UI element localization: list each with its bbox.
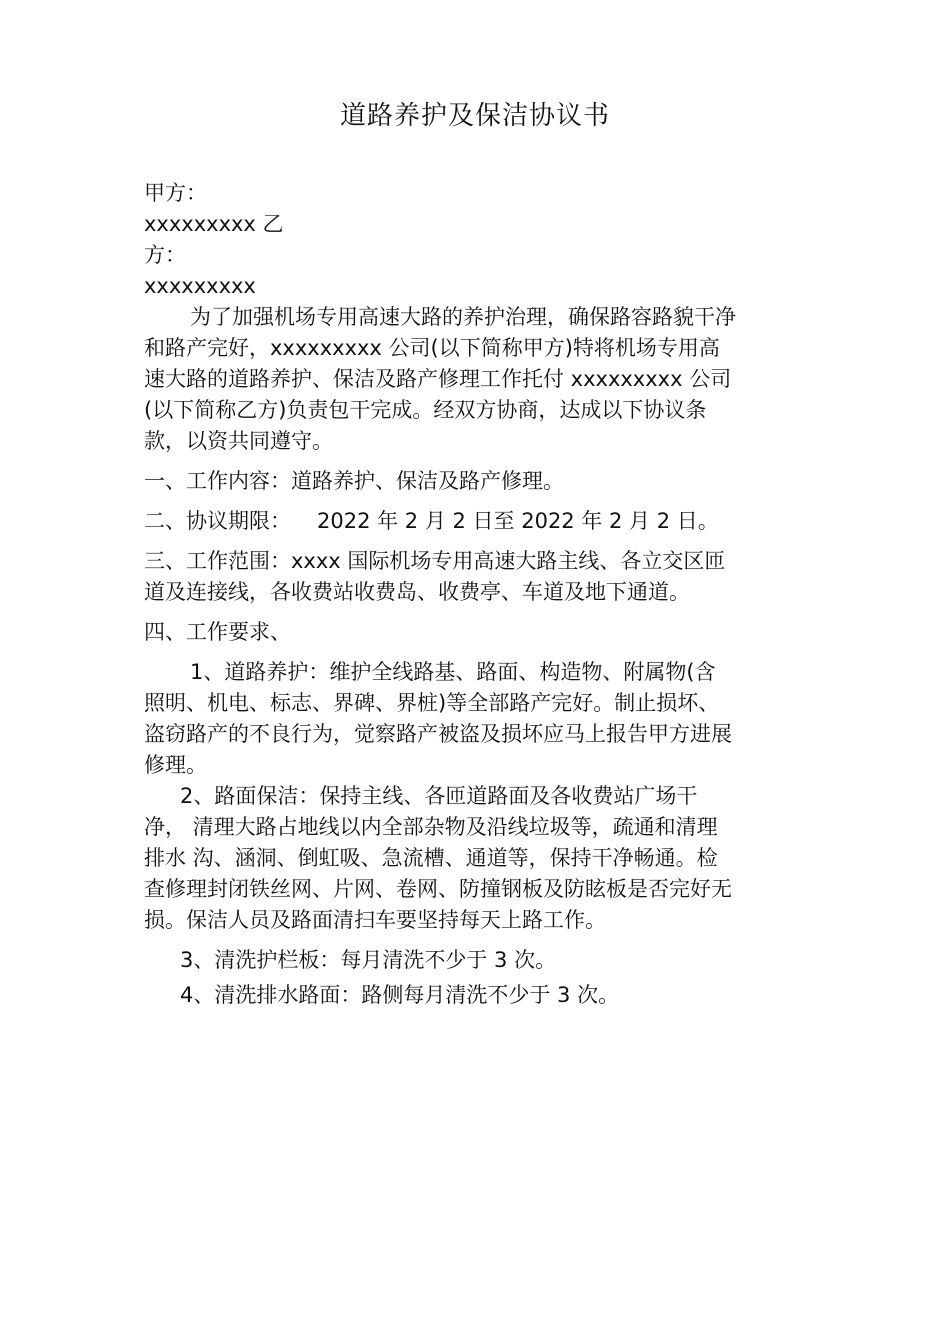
document-body bbox=[144, 178, 824, 1011]
spacer bbox=[144, 537, 824, 546]
item-road-cleaning-line: 损。保洁人员及路面清扫车要坚持每天上路工作。 bbox=[144, 908, 606, 932]
intro-line: 速大路的道路养护、保洁及路产修理工作托付 xxxxxxxxx 公司 bbox=[144, 367, 732, 391]
item-road-maintenance-line: 盗窃路产的不良行为，觉察路产被盗及损坏应马上报告甲方进展 bbox=[144, 722, 732, 746]
item-road-maintenance-line: 1、道路养护：维护全线路基、路面、构造物、附属物(含 bbox=[190, 660, 716, 684]
party-b-label: 方： bbox=[144, 243, 186, 267]
intro-line: 为了加强机场专用高速大路的养护治理，确保路容路貌干净 bbox=[190, 305, 736, 329]
intro-line: 款，以资共同遵守。 bbox=[144, 429, 333, 453]
item-road-maintenance-line: 照明、机电、标志、界碑、界桩)等全部路产完好。制止损坏、 bbox=[144, 691, 720, 715]
section-period-value: 2022 年 2 月 2 日至 2022 年 2 月 2 日。 bbox=[317, 509, 719, 533]
section-period-label: 二、协议期限： bbox=[144, 509, 291, 533]
item-road-cleaning-line: 查修理封闭铁丝网、片网、卷网、防撞钢板及防眩板是否完好无 bbox=[144, 877, 732, 901]
section-work-scope-line: 道及连接线，各收费站收费岛、收费亭、车道及地下通道。 bbox=[144, 580, 690, 604]
item-road-cleaning-line: 净， 清理大路占地线以内全部杂物及沿线垃圾等，疏通和清理 bbox=[144, 815, 718, 839]
item-road-cleaning-line: 排水 沟、涵洞、倒虹吸、急流槽、通道等，保持干净畅通。检 bbox=[144, 846, 718, 870]
intro-line: (以下简称乙方)负责包干完成。经双方协商，达成以下协议条 bbox=[144, 398, 707, 422]
item-drainage-cleaning: 4、清洗排水路面：路侧每月清洗不少于 3 次。 bbox=[180, 983, 620, 1007]
spacer bbox=[144, 457, 824, 466]
party-a-name: xxxxxxxxx 乙 bbox=[144, 212, 284, 236]
item-road-cleaning-line: 2、路面保洁：保持主线、各匝道路面及各收费站广场干 bbox=[180, 784, 698, 808]
spacer bbox=[144, 648, 824, 657]
intro-line: 和路产完好，xxxxxxxxx 公司(以下简称甲方)特将机场专用高 bbox=[144, 336, 720, 360]
section-agreement-period bbox=[144, 506, 824, 537]
document-title: 道路养护及保洁协议书 bbox=[339, 101, 610, 131]
party-b-name: xxxxxxxxx bbox=[144, 274, 256, 298]
section-work-scope-line: 三、工作范围：xxxx 国际机场专用高速大路主线、各立交区匝 bbox=[144, 549, 726, 573]
spacer bbox=[144, 936, 824, 945]
item-road-maintenance-line: 修理。 bbox=[144, 753, 207, 777]
party-a-label: 甲方： bbox=[144, 181, 207, 205]
section-work-content: 一、工作内容：道路养护、保洁及路产修理。 bbox=[144, 469, 564, 493]
section-work-requirements: 四、工作要求、 bbox=[144, 620, 291, 644]
item-guardrail-cleaning: 3、清洗护栏板：每月清洗不少于 3 次。 bbox=[180, 948, 557, 972]
spacer bbox=[144, 497, 824, 506]
spacer bbox=[144, 608, 824, 617]
